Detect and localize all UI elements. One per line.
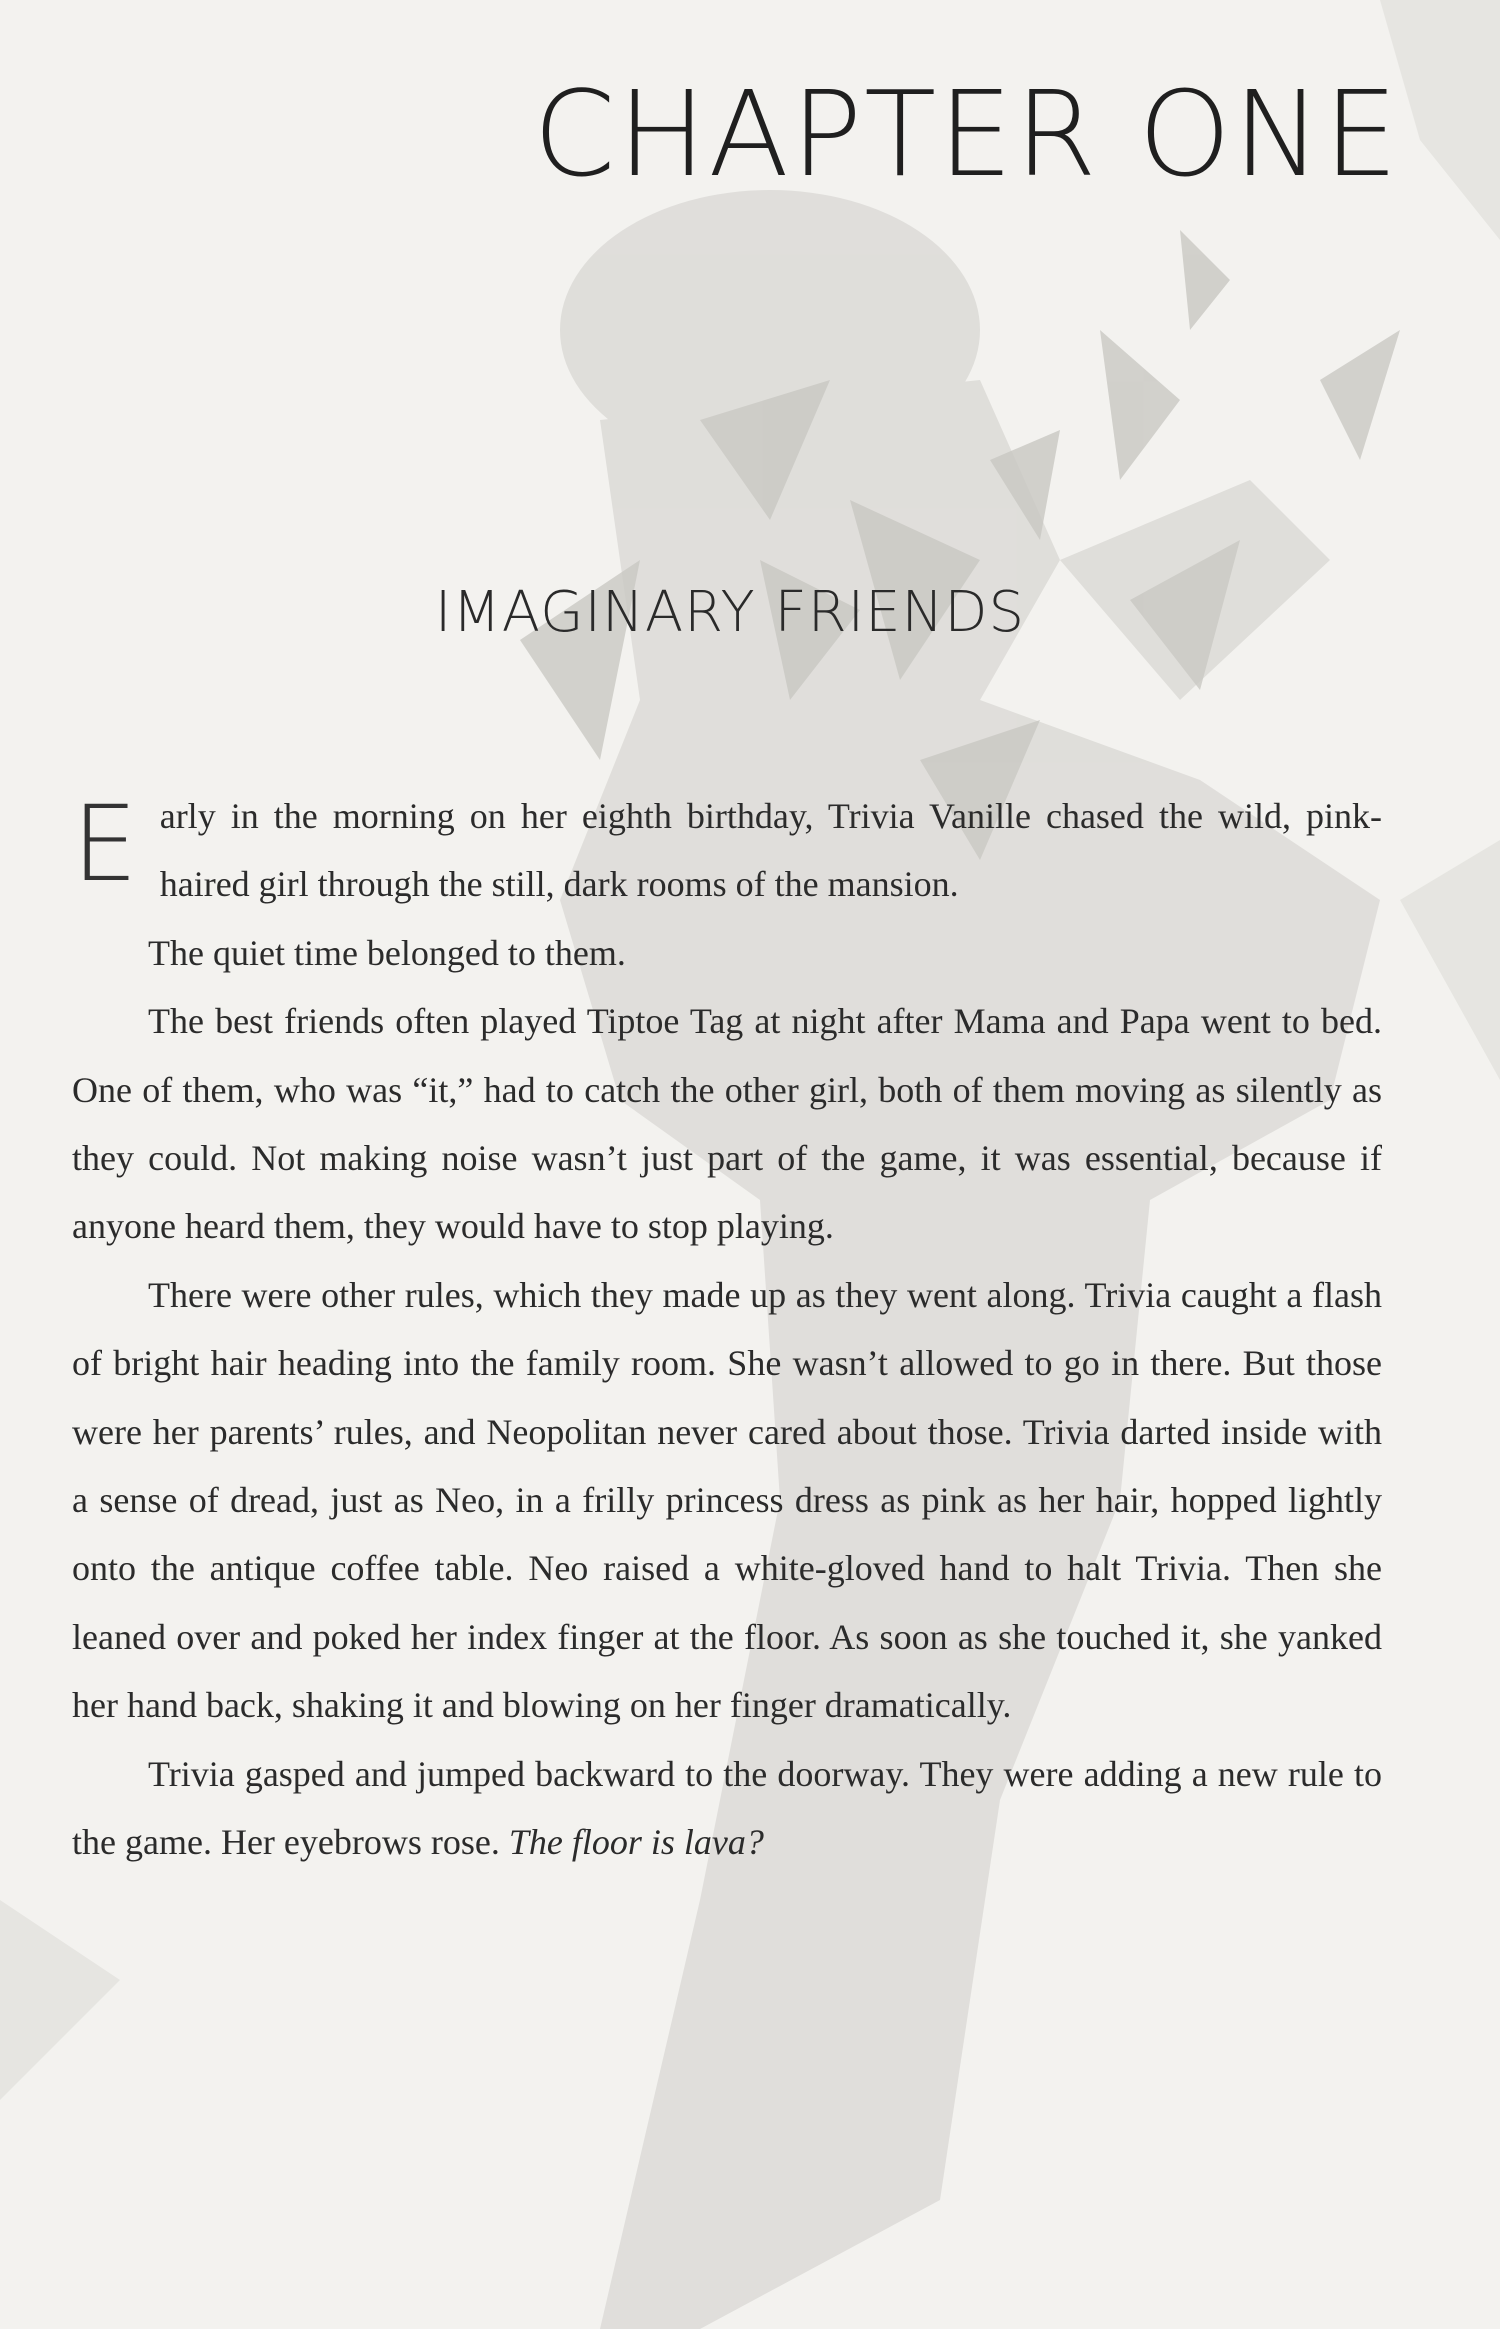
- paragraph-5-italic: The floor is lava?: [508, 1822, 764, 1863]
- chapter-body: [72, 782, 1382, 1877]
- paragraph-1: [72, 782, 1382, 919]
- drop-cap: E: [72, 783, 138, 905]
- paragraph-4: There were other rules, which they made up as they went along. Trivia caught a flash of bright hair heading into the family room. She wasn’t allowed to go in there. But those were her parents’ rules, and Neopolitan never cared about those. Trivia darted inside with a sense of dread, just as Neo, in a frilly princess dress as pink as her hair, hopped lightly onto the antique coffee table. Neo raised a white-gloved hand to halt Trivia. Then she leaned over and poked her index finger at the floor. As soon as she touched it, she yanked her hand back, shaking it and blowing on her finger dramatically.: [72, 1274, 1382, 1726]
- paragraph-5-text: Trivia gasped and jumped backward to the doorway. They were adding a new rule to the game. Her eyebrows rose.: [72, 1753, 1382, 1863]
- paragraph-1-text: arly in the morning on her eighth birthday, Trivia Vanille chased the wild, pink-haired girl through the still, dark rooms of the mansion.: [159, 796, 1382, 905]
- chapter-subtitle: IMAGINARY FRIENDS: [434, 580, 1026, 645]
- paragraph-2: The quiet time belonged to them.: [148, 932, 626, 973]
- paragraph-5: [72, 1740, 1382, 1877]
- paragraph-3: The best friends often played Tiptoe Tag at night after Mama and Papa went to bed. One of them, who was “it,” had to catch the other girl, both of them moving as silently as they could. Not making noise wasn’t just part of the game, it was essential, because if anyone heard them, they would have to stop playing.: [72, 1001, 1382, 1247]
- chapter-title: CHAPTER ONE: [533, 65, 1400, 203]
